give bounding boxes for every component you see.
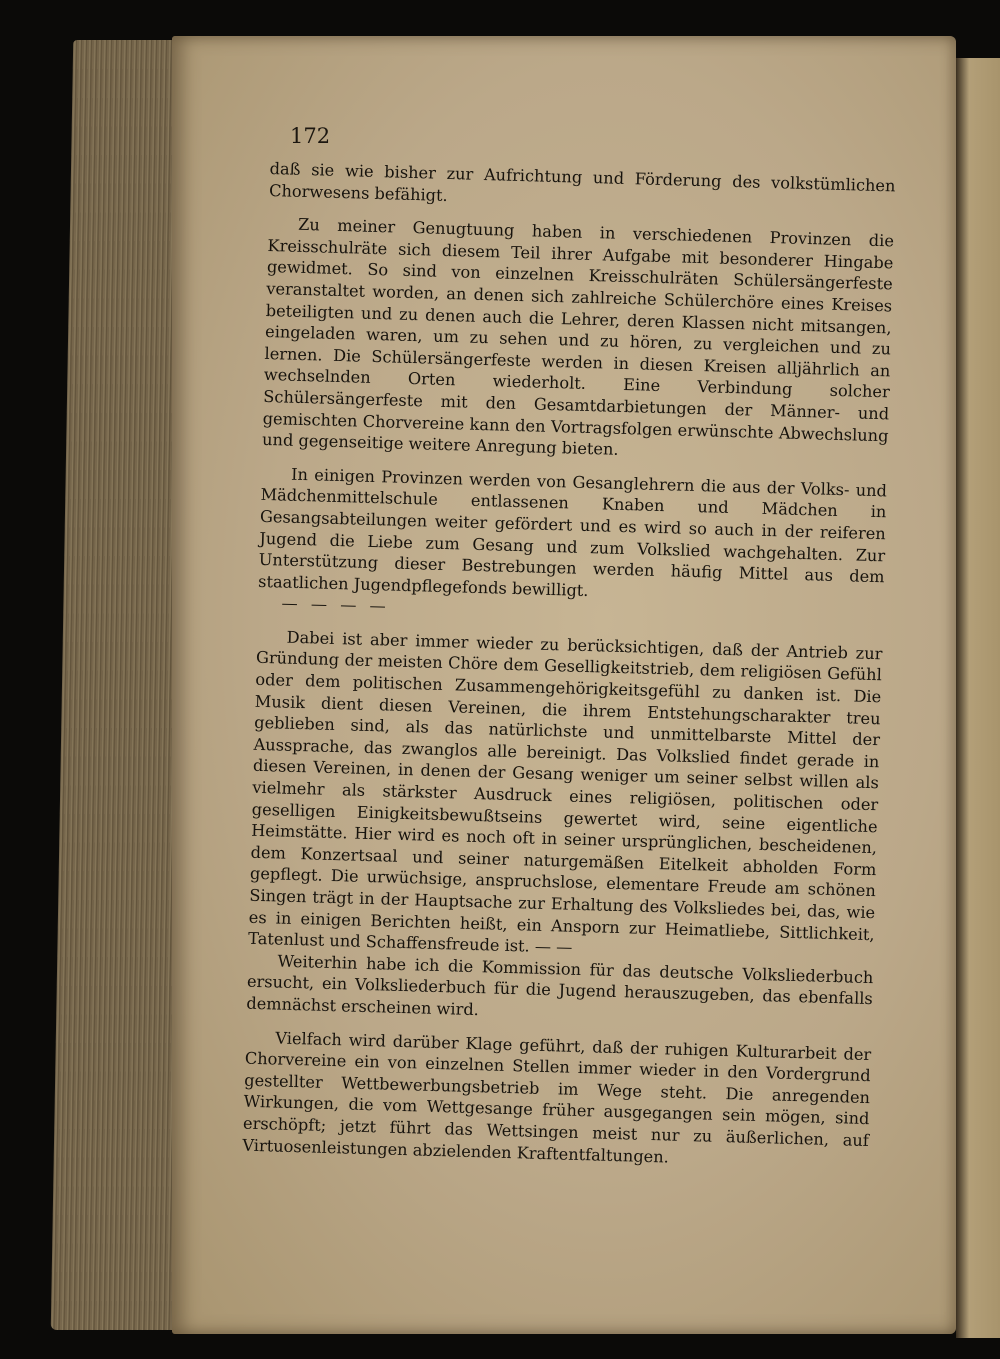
paragraph: Weiterhin habe ich die Kommission für das deutsche Volksliederbuch ersucht, ein Volksliederbuch für die Jugend herauszugeben, das ebenfalls demnächst erscheinen wird. <box>246 951 874 1020</box>
body-text <box>242 158 896 1173</box>
paragraph: daß sie wie bisher zur Aufrichtung und Förderung des volkstümlichen Chorwesens befähigt. <box>268 158 896 205</box>
paragraph: In einigen Provinzen werden von Gesanglehrern die aus der Volks- und Mädchenmittelschule entlassenen Knaben und Mädchen in Gesangsabteilungen weiter gefördert und es wird so auch in der reiferen Jugend die Liebe zum Gesang und zum Volkslied wachgehalten. Zur Unterstützung dieser Bestrebungen werden häufig Mittel aus dem staatlichen Jugendpflegefonds bewilligt. <box>257 464 888 600</box>
paragraph: Zu meiner Genugtuung haben in verschiedenen Provinzen die Kreisschulräte sich diesem Teil ihrer Aufgabe mit besonderer Hingabe gewidmet. So sind von einzelnen Kreisschulräten Schülersängerfeste veranstaltet worden, an denen sich zahlreiche Schülerchöre eines Kreises beteiligten und zu denen auch die Lehrer, deren Klassen nicht mitsangen, eingeladen waren, um zu sehen und zu hören, zu vergleichen und zu lernen. Die Schülersängerfeste werden in diesen Kreisen alljährlich an wechselnden Orten wiederholt. Eine Verbindung solcher Schülersängerfeste mit den Gesamtdarbietungen der Männer- und gemischten Chorvereine kann den Vortragsfolgen erwünschte Abwechslung und gegenseitige weitere Anregung bieten. <box>261 215 895 459</box>
section-divider: — — — — <box>281 593 390 616</box>
facing-page-edge <box>956 58 1000 1338</box>
paragraph: Vielfach wird darüber Klage geführt, daß der ruhigen Kulturarbeit der Chorvereine ein von einzelnen Stellen immer wieder in den Vordergrund gestellter Wettbewerbungsbetrieb im Wege steht. Die anregenden Wirkungen, die vom Wettgesange früher ausgegangen sein mögen, sind erschöpft; jetzt führt das Wettsingen meist nur zu äußerlichen, auf Virtuosenleistungen abzielenden Kraftentfaltungen. <box>242 1028 872 1167</box>
paragraph: Dabei ist aber immer wieder zu berücksichtigen, daß der Antrieb zur Gründung der meisten Chöre dem Geselligkeitstrieb, dem religiösen Gefühl oder dem politischen Zusammengehörigkeitsgefühl zu danken ist. Die Musik dient diesen Vereinen, die ihrem Entstehungscharakter treu geblieben sind, als das natürlichste und unmittelbarste Mittel der Aussprache, das zwanglos alle bereinigt. Das Volkslied findet gerade in diesen Vereinen, in denen der Gesang weniger um seiner selbst willen als vielmehr als stärkster Ausdruck eines religiösen, politischen oder geselligen Einigkeitsbewußtseins gewertet wird, seine eigentliche Heimstätte. Hier wird es noch oft in seiner ursprünglichen, bescheidenen, dem Konzertsaal und seiner naturgemäßen Eitelkeit abholden Form gepflegt. Die urwüchsige, anspruchslose, elementare Freude am schönen Singen trägt in der Hauptsache zur Erhaltung des Volksliedes bei, das, wie es in einigen Berichten heißt, ein Ansporn zur Heimatliebe, Sittlichkeit, Tatenlust und Schaffensfreude ist. — — <box>247 627 883 957</box>
page-number: 172 <box>290 124 331 148</box>
